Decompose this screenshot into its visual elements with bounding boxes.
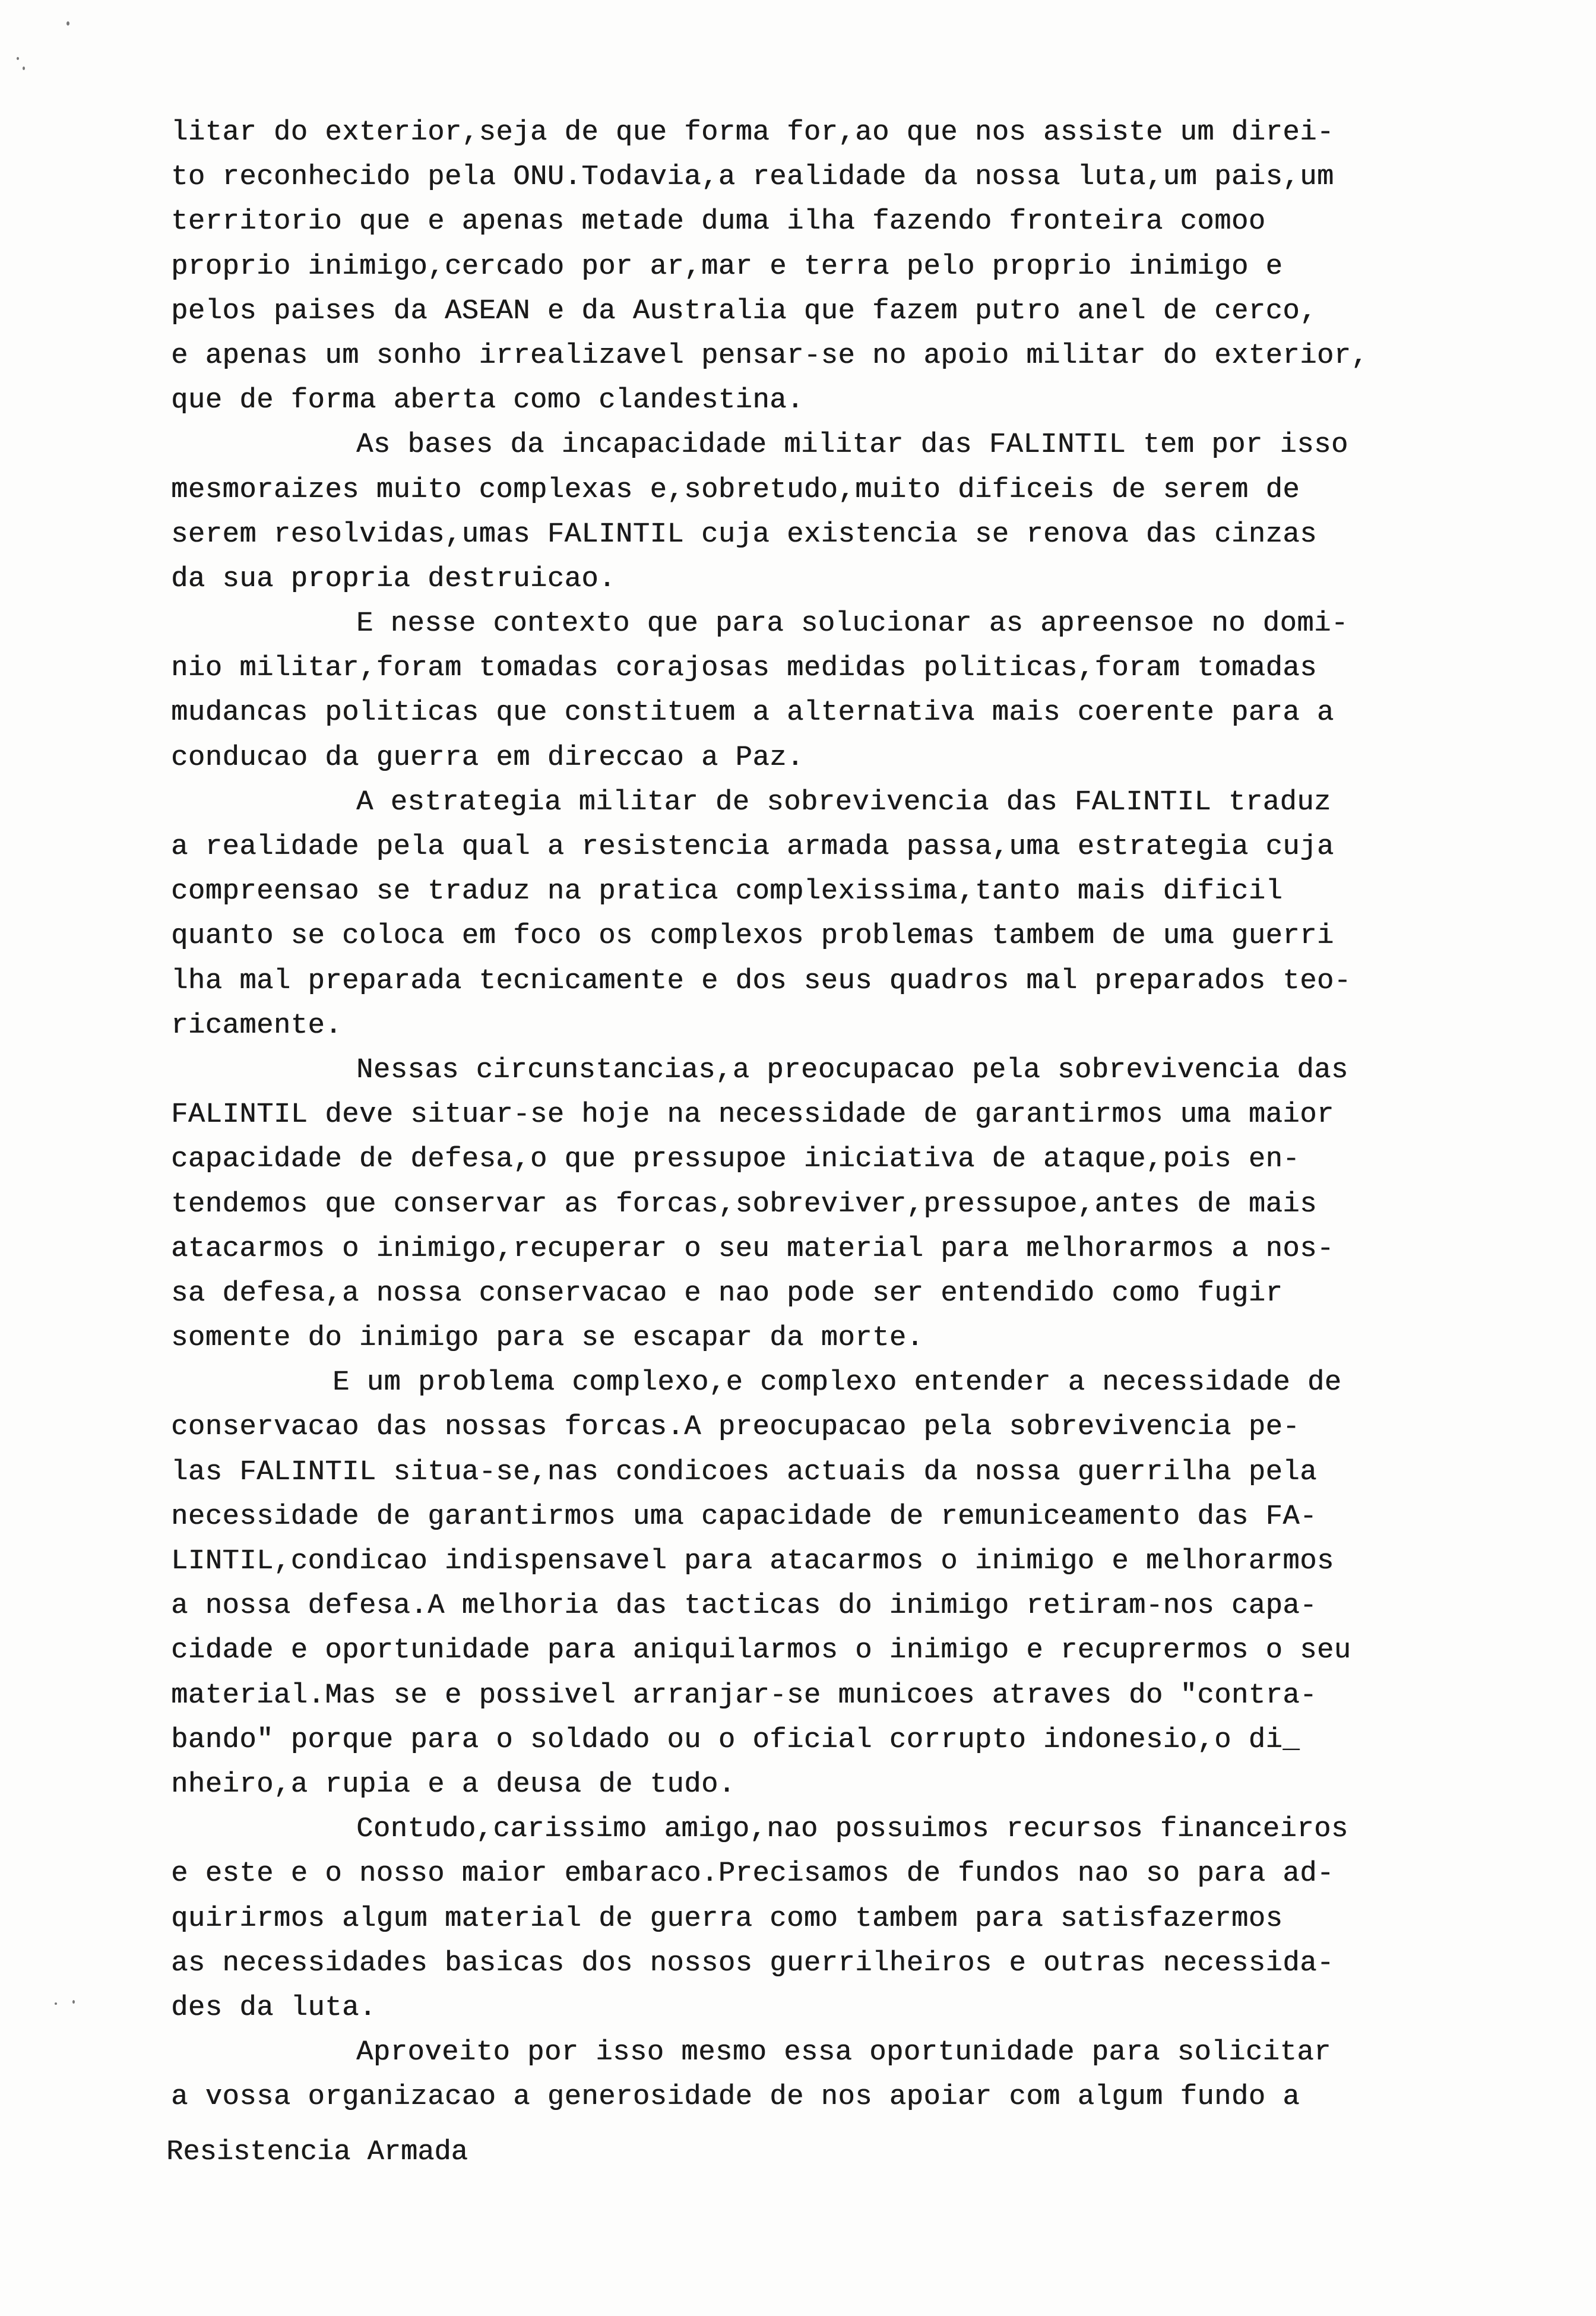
paper-speck [72,2000,75,2004]
text-line: tendemos que conservar as forcas,sobreviver,pressupoe,antes de mais [171,1188,1317,1220]
text-line: conservacao das nossas forcas.A preocupacao pela sobrevivencia pe- [171,1412,1300,1444]
letter-body [171,110,1465,2119]
text-line: las FALINTIL situa-se,nas condicoes actuais da nossa guerrilha pela [171,1456,1317,1488]
text-line: mesmoraizes muito complexas e,sobretudo,muito dificeis de serem de [171,474,1300,506]
text-line: compreensao se traduz na pratica complexissima,tanto mais dificil [171,876,1283,908]
text-line: mudancas politicas que constituem a alternativa mais coerente para a [171,697,1334,729]
text-line: nheiro,a rupia e a deusa de tudo. [171,1768,736,1801]
text-line: somente do inimigo para se escapar da morte. [171,1322,924,1355]
text-line: proprio inimigo,cercado por ar,mar e terra pelo proprio inimigo e [171,251,1283,283]
closing-line: Resistencia Armada [166,2137,468,2168]
text-line: atacarmos o inimigo,recuperar o seu material para melhorarmos a nos- [171,1233,1334,1265]
text-line: cidade e oportunidade para aniquilarmos o inimigo e recuprermos o seu [171,1635,1351,1667]
paragraph-start-line: As bases da incapacidade militar das FALINTIL tem por isso [356,429,1348,461]
paragraph-start-line: Nessas circunstancias,a preocupacao pela sobrevivencia das [356,1054,1348,1086]
text-line: a realidade pela qual a resistencia armada passa,uma estrategia cuja [171,831,1334,863]
text-line: territorio que e apenas metade duma ilha fazendo fronteira comoo [171,206,1266,238]
paragraph-start-line: Aproveito por isso mesmo essa oportunidade para solicitar [356,2037,1331,2069]
text-line: pelos paises da ASEAN e da Australia que fazem putro anel de cerco, [171,295,1317,327]
text-line: da sua propria destruicao. [171,563,616,595]
text-line: que de forma aberta como clandestina. [171,385,804,417]
paper-speck [17,57,19,60]
text-line: serem resolvidas,umas FALINTIL cuja existencia se renova das cinzas [171,518,1317,550]
text-line: a nossa defesa.A melhoria das tacticas do inimigo retiram-nos capa- [171,1590,1317,1622]
text-line: a vossa organizacao a generosidade de nos apoiar com algum fundo a [171,2081,1300,2113]
text-line: nio militar,foram tomadas corajosas medidas politicas,foram tomadas [171,653,1317,685]
paper-speck [23,67,25,70]
text-line: quanto se coloca em foco os complexos problemas tambem de uma guerri [171,920,1334,953]
paragraph-start-line: A estrategia militar de sobrevivencia das FALINTIL traduz [356,786,1331,818]
text-line: lha mal preparada tecnicamente e dos seus quadros mal preparados teo- [171,965,1351,997]
text-line: as necessidades basicas dos nossos guerrilheiros e outras necessida- [171,1947,1334,1979]
text-line: LINTIL,condicao indispensavel para atacarmos o inimigo e melhorarmos [171,1546,1334,1577]
text-line: des da luta. [171,1992,376,2024]
paragraph-start-line: Contudo,carissimo amigo,nao possuimos recursos financeiros [356,1814,1348,1846]
text-line: e apenas um sonho irrealizavel pensar-se no apoio militar do exterior, [171,340,1369,372]
text-line: litar do exterior,seja de que forma for,ao que nos assiste um direi- [171,117,1334,148]
paragraph-start-line: E nesse contexto que para solucionar as apreensoe no domi- [356,608,1348,640]
text-line: capacidade de defesa,o que pressupoe iniciativa de ataque,pois en- [171,1144,1300,1176]
text-line: quirirmos algum material de guerra como tambem para satisfazermos [171,1903,1283,1935]
text-line: to reconhecido pela ONU.Todavia,a realidade da nossa luta,um pais,um [171,162,1334,194]
paper-speck [55,2002,57,2005]
text-line: FALINTIL deve situar-se hoje na necessidade de garantirmos uma maior [171,1099,1334,1131]
text-line: ricamente. [171,1010,343,1042]
text-line: bando" porque para o soldado ou o oficial corrupto indonesio,o di_ [171,1724,1300,1756]
text-line: sa defesa,a nossa conservacao e nao pode ser entendido como fugir [171,1277,1283,1309]
text-line: e este e o nosso maior embaraco.Precisamos de fundos nao so para ad- [171,1858,1334,1890]
text-line: material.Mas se e possivel arranjar-se municoes atraves do "contra- [171,1679,1317,1711]
paragraph-start-line: E um problema complexo,e complexo entender a necessidade de [332,1367,1342,1399]
text-line: necessidade de garantirmos uma capacidade de remuniceamento das FA- [171,1501,1317,1533]
text-line: conducao da guerra em direccao a Paz. [171,742,804,774]
paper-speck [66,21,69,26]
